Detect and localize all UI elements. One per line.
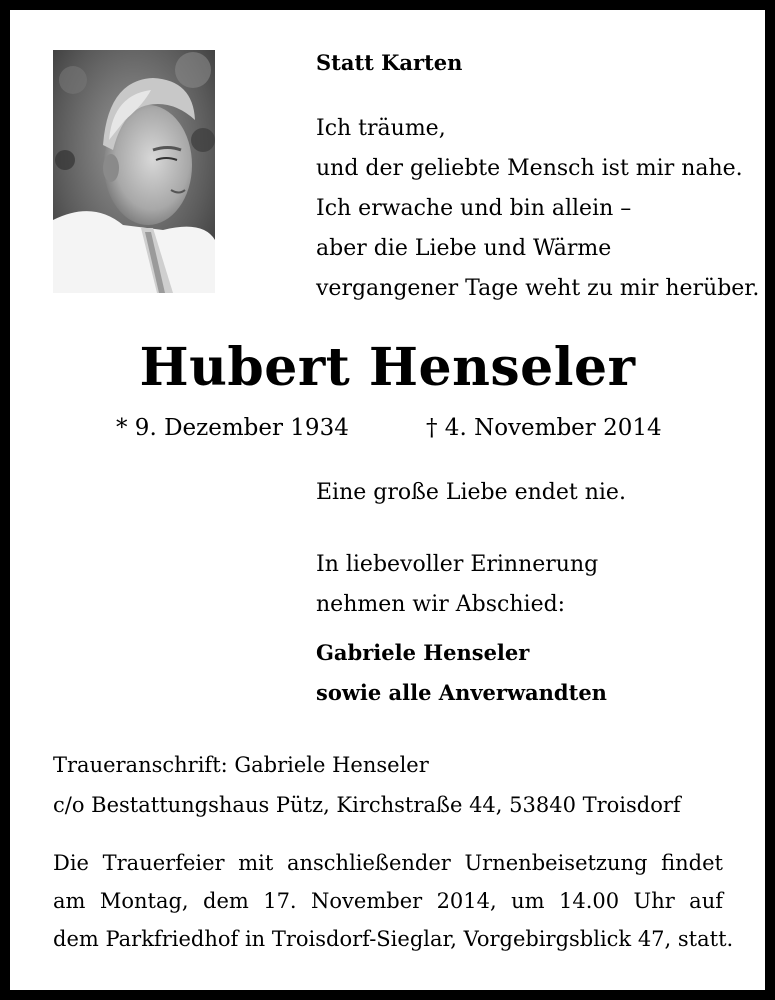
mourning-address [53, 745, 681, 825]
poem-line: Ich träume, [316, 116, 446, 141]
mourner-line: sowie alle Anverwandten [316, 680, 607, 705]
poem-line: vergangener Tage weht zu mir herüber. [316, 276, 760, 301]
poem-line: und der geliebte Mensch ist mir nahe. [316, 156, 743, 181]
poem-line: Ich erwache und bin allein – [316, 196, 632, 221]
portrait-photo [53, 50, 215, 293]
remembrance-line: In liebevoller Erinnerung [316, 552, 599, 577]
address-line: Traueranschrift: Gabriele Henseler [53, 753, 429, 777]
remembrance-line: nehmen wir Abschied: [316, 592, 566, 617]
remembrance-text [316, 545, 598, 625]
statt-karten-heading: Statt Karten [316, 50, 463, 75]
deceased-name: Hubert Henseler [139, 337, 636, 398]
obituary-notice [10, 10, 765, 990]
death-date: † 4. November 2014 [426, 415, 662, 441]
ceremony-line: Die Trauerfeier mit anschließender Urnenbeisetzung findet [53, 851, 723, 875]
ceremony-line: am Montag, dem 17. November 2014, um 14.00 Uhr auf [53, 889, 723, 913]
address-line: c/o Bestattungshaus Pütz, Kirchstraße 44, 53840 Troisdorf [53, 793, 681, 817]
birth-date: * 9. Dezember 1934 [116, 415, 349, 441]
poem [316, 109, 759, 309]
ceremony-info [53, 844, 734, 958]
ceremony-line: dem Parkfriedhof in Troisdorf-Sieglar, Vorgebirgsblick 47, statt. [53, 927, 734, 951]
mourner-line: Gabriele Henseler [316, 640, 530, 665]
mourners [316, 633, 607, 713]
poem-line: aber die Liebe und Wärme [316, 236, 612, 261]
motto: Eine große Liebe endet nie. [316, 480, 626, 505]
